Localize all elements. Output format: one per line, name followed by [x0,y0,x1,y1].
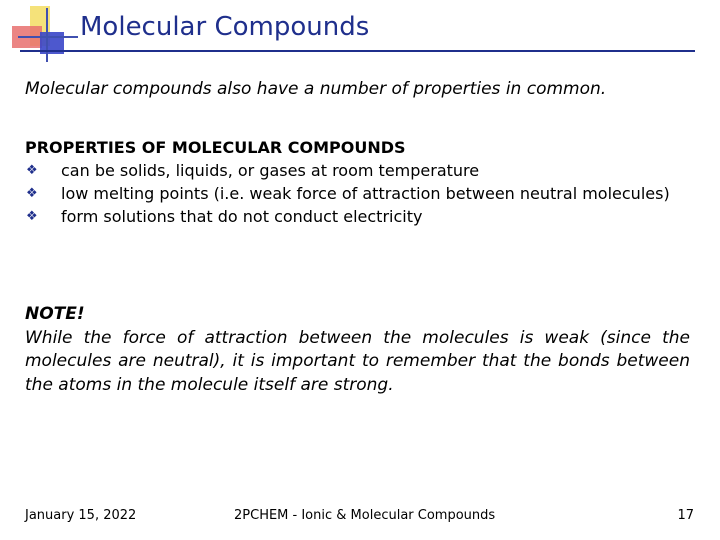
list-item-text: can be solids, liquids, or gases at room temperature [61,161,480,180]
diamond-bullet-icon: ❖ [26,209,38,224]
list-item [25,205,690,228]
list-item-text: low melting points (i.e. weak force of attraction between neutral molecules) [61,184,670,203]
slide-title: Molecular Compounds [80,12,370,42]
list-item [25,159,690,182]
properties-heading: PROPERTIES OF MOLECULAR COMPOUNDS [25,138,406,157]
logo-horizontal-line [18,36,78,38]
intro-text: Molecular compounds also have a number of properties in common. [25,79,607,99]
footer-date: January 15, 2022 [25,508,137,523]
footer-page-number: 17 [677,508,694,523]
title-underline [20,50,695,52]
note-section [25,303,690,397]
note-heading: NOTE! [25,304,85,324]
footer-course-title: 2PCHEM - Ionic & Molecular Compounds [234,508,496,523]
note-body: While the force of attraction between the molecules is weak (since the molecules are neutral), it is important to remember that the bonds between the atoms in the molecule itself are strong. [25,327,690,395]
diamond-bullet-icon: ❖ [26,186,38,201]
properties-section [25,136,690,228]
slide-logo-decoration [0,0,80,62]
properties-list [25,159,690,228]
list-item-text: form solutions that do not conduct electricity [61,207,423,226]
diamond-bullet-icon: ❖ [26,163,38,178]
list-item [25,182,690,205]
logo-vertical-line [46,8,48,62]
